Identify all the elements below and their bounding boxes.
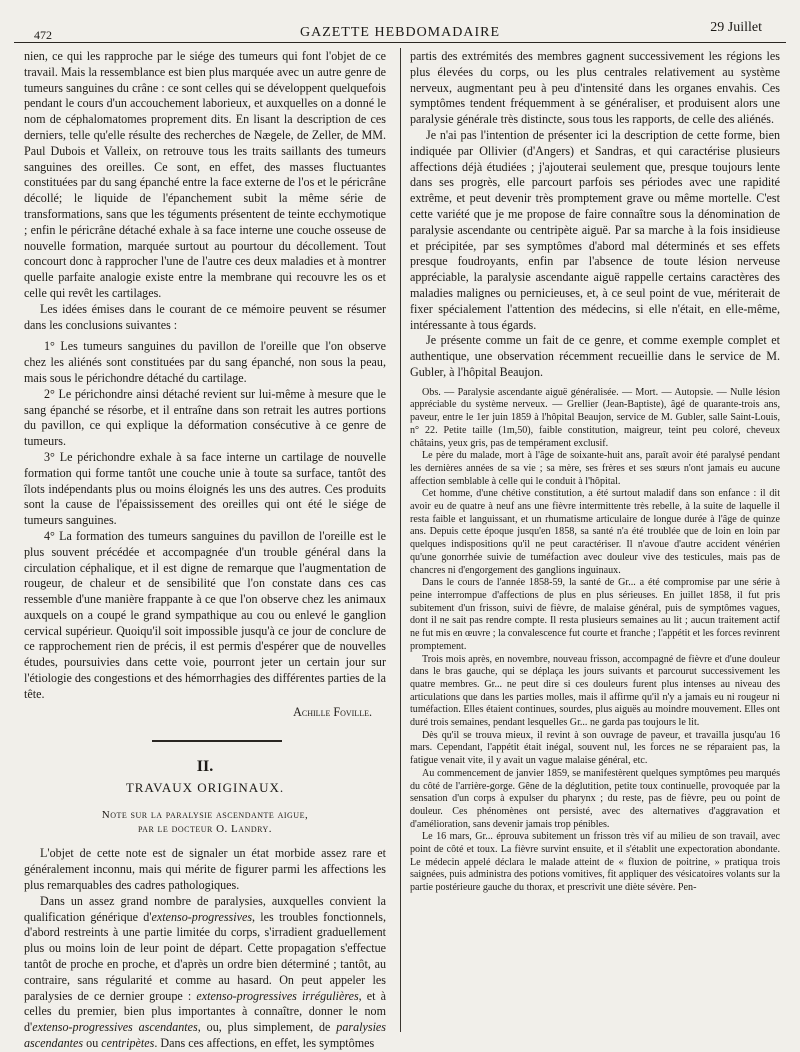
observation-paragraph: Trois mois après, en novembre, nouveau frisson, accompagné de fièvre et d'une douleur dans le bras gauche, qui se déplaça les jours suivants et parcourut successivement les quatre membres. Gr... ne peut dire si ces douleurs furent plus intenses au niveau des articulations que dans les parties molles, mais il affirme qu'il n'y a jamais eu ni rougeur ni tuméfaction. Elles étaient continues, sourdes, plus aiguës au moindre mouvement. Elles ont duré trois semaines, pendant lesquelles Gr... ne garda pas toujours le lit. xyxy=(410,653,780,729)
paragraph: Dans un assez grand nombre de paralysies, auxquelles convient la qualification générique d'extenso-progressives, les troubles fonctionnels, d'abord restreints à une partie limitée du corps, s'irradient graduellement plus ou moins loin de leur point de départ. Cette propagation s'effectue tantôt de proche en proche, et d'après un ordre bien déterminé ; tantôt, au contraire, sans régularité et comme au hasard. On peut appeler les paralysies de ce dernier groupe : extenso-progressives irrégulières, et à celles du premier, bien plus importantes à connaître, donner le nom d'extenso-progressives ascendantes, ou, plus simplement, de paralysies ascendantes ou centripètes. Dans ces affections, en effet, les symptômes xyxy=(24,893,386,1051)
note-heading xyxy=(24,808,386,836)
paragraph: Je n'ai pas l'intention de présenter ici la description de cette forme, bien indiquée par Ollivier (d'Angers) et Sandras, et qui caractérise plusieurs affections déjà étudiées ; j'ajouterai seulement que, presque toujours lente dans ses progrès, elle parcourt parfois ses périodes avec une rapidité extrême, et peut devenir très promptement grave ou même mortelle. C'est cette variété que je me propose de faire connaître sous la dénomination de paralysie ascendante ou centripète aiguë. Par sa marche à la fois insidieuse et précipitée, par ses symptômes d'abord mal déterminés et ses effets presque foudroyants, enfin par l'absence de toute lésion nerveuse appréciable, la paralysie ascendante aiguë rappelle certains caractères des maladies malignes ou pernicieuses, et, à ce seul point de vue, mériterait de fixer spécialement l'attention des médecins, si elle n'était, en elle-même, intéressante à tous égards. xyxy=(410,127,780,332)
note-title: Note sur la paralysie ascendante aigue, xyxy=(101,809,309,822)
conclusion-item: 2° Le périchondre ainsi détaché revient sur lui-même à mesure que le sang épanché se résorbe, et il entraîne dans son retrait les autres portions du pavillon, ce qui explique la déformation consécutive à ce genre de tumeurs. xyxy=(24,386,386,449)
observation-paragraph: Dès qu'il se trouva mieux, il revint à son ouvrage de paveur, et travailla jusqu'au 16 mars. Cependant, l'appétit était inégal, souvent nul, les forces ne se réparaient pas, la fatigue venait vite, il y avait un vague malaise général, etc. xyxy=(410,729,780,767)
paragraph: partis des extrémités des membres gagnent successivement les régions les plus élevées du corps, ou les plus centrales relativement au système nerveux, augmentant peu à peu d'intensité dans les organes envahis. Ces symptômes tendent fréquemment à se généraliser, et produisent alors une paralysie générale très distincte, sous tous les rapports, de celle des aliénés. xyxy=(410,49,780,127)
separator-rule xyxy=(152,740,282,742)
right-column xyxy=(410,49,780,895)
conclusion-item: 1° Les tumeurs sanguines du pavillon de l'oreille que l'on observe chez les aliénés sont constituées par du sang épanché, non sous la peau, mais sous le périchondre détaché du cartilage. xyxy=(24,339,386,385)
issue-date: 29 Juillet xyxy=(710,20,762,35)
observation-paragraph: Dans le cours de l'année 1858-59, la santé de Gr... a été compromise par une série à peine interrompue d'affections de plus en plus sérieuses. En juillet 1858, il fut pris subitement d'un frisson, suivi de fièvre, de malaise général, puis de symptômes vagues, dont il ne sait pas rendre compte. Il resta plusieurs semaines au lit ; aucun traitement actif ne fut mis en œuvre ; la convalescence fut courte et franche ; l'appétit et les forces revinrent promptement. xyxy=(410,577,780,652)
author-signature: Achille Foville. xyxy=(293,704,372,719)
note-author: par le docteur O. Landry. xyxy=(137,823,273,836)
section-separator xyxy=(24,734,386,748)
journal-title: GAZETTE HEBDOMADAIRE xyxy=(299,25,501,40)
conclusion-item: 3° Le périchondre exhale à sa face interne un cartilage de nouvelle formation qui forme tantôt une couche unie à toute sa surface, tantôt des îlots indépendants plus ou moins éloignés les uns des autres. Ces produits sont la cause de l'épaississement des oreilles qui ont été le siége de tumeurs sanguines. xyxy=(24,449,386,528)
page-number: 472 xyxy=(34,28,52,42)
observation-paragraph: Au commencement de janvier 1859, se manifestèrent quelques symptômes peu marqués du côté de l'arrière-gorge. Gêne de la déglutition, petite toux continuelle, provoquée par la sensation d'un corps à expulser du pharynx ; du reste, pas de fièvre, peu ou point de douleur. Ces phénomènes ont persisté, avec des alternatives d'aggravation et d'amélioration, sans devenir jamais trop pénibles. xyxy=(410,767,780,830)
section-number: II. xyxy=(196,758,214,776)
paragraph: nien, ce qui les rapproche par le siége des tumeurs qui font l'objet de ce travail. Mais la ressemblance est bien plus marquée avec un autre genre de tumeurs sanguines du crâne : ce sont celles qui se développent quelquefois pendant le cours d'un accouchement laborieux, et auxquelles on a donné le nom de céphalomatomes proprement dits. En lisant la description de ces derniers, telle qu'elle résulte des recherches de Nægele, de Zeller, de MM. Paul Dubois et Valleix, on retrouve tous les traits saillants des tumeurs sanguines des oreilles. Ce sont, en effet, des masses fluctuantes constituées par du sang épanché entre la face externe de l'os et le péricrâne décollé; le liquide de l'épanchement subit la même série de transformations, sans que les téguments présentent de teinte ecchymotique ; enfin le péricrâne détaché exhale à sa face interne une couche osseuse de nouvelle formation, marquée surtout au pourtour du décollement. Tout concourt donc à rapprocher l'une de l'autre ces deux maladies et à montrer quelle parfaite analogie existe entre la membrane qui recouvre les os et celle qui revêt les cartilages. xyxy=(24,49,386,300)
paragraph: L'objet de cette note est de signaler un état morbide assez rare et généralement inconnu, mais qui mérite de figurer parmi les affections les plus remarquables des cadres pathologiques. xyxy=(24,846,386,893)
left-column xyxy=(24,49,386,1052)
page-header xyxy=(14,16,786,43)
paragraph: Les idées émises dans le courant de ce mémoire peuvent se résumer dans les conclusions suivantes : xyxy=(24,301,386,332)
section-title: TRAVAUX ORIGINAUX. xyxy=(125,780,285,796)
observation-paragraph: Cet homme, d'une chétive constitution, a été surtout maladif dans son enfance : il dit avoir eu de quatre à neuf ans une fièvre intermittente très rebelle, à la suite de laquelle il resta faible et languissant, et un rhumatisme articulaire de longue durée à l'âge de quinze ans. Depuis cette époque jusqu'en 1858, sa santé n'a été troublée que de loin en loin par quelques indispositions qu'il ne peut caractériser. Il n'avoue d'autre accident vénérien qu'une gonorrhée suivie de tuméfaction avec douleur vive des testicules, mais pas de chancres ni d'engorgement des ganglions inguinaux. xyxy=(410,488,780,576)
observation-heading: Obs. — Paralysie ascendante aiguë généralisée. — Mort. — Autopsie. — Nulle lésion appréciable du système nerveux. — Grellier (Jean-Baptiste), âgé de quarante-trois ans, paveur, entre le 1er juin 1859 à l'hôpital Beaujon, service de M. Gubler, salle Saint-Louis, n° 22. Petite taille (1m,50), faible constitution, maigreur, teint peu coloré, cheveux châtains, yeux gris, pas de tempérament exclusif. xyxy=(410,386,780,449)
conclusion-item: 4° La formation des tumeurs sanguines du pavillon de l'oreille est le plus souvent précédée et accompagnée d'un trouble général dans la circulation céphalique, et il est digne de remarque que l'augmentation de rougeur, de chaleur et de sensibilité que l'on constate dans ces cas ressemble d'une manière frappante à ce que l'on observe chez les animaux auxquels on a coupé le grand sympathique au cou ou enlevé le ganglion cervical supérieur. Quoiqu'il soit impossible jusqu'à ce jour de conclure de ce rapprochement rien de précis, il est permis d'espérer que de nouvelles études, poursuivies dans cette voie, pourront jeter un certain jour sur l'étiologie des congestions et des hémorrhagies des différentes parties de la tête. xyxy=(24,528,386,701)
column-divider xyxy=(400,48,401,1032)
paragraph: Je présente comme un fait de ce genre, et comme exemple complet et authentique, une observation récemment recueillie dans le service de M. Gubler, à l'hôpital Beaujon. xyxy=(410,333,780,379)
observation-paragraph: Le père du malade, mort à l'âge de soixante-huit ans, paraît avoir été paralysé pendant les dernières années de sa vie ; sa mère, ses frères et ses sœurs n'ont jamais eu aucune affection semblable à celle qui le conduit à l'hôpital. xyxy=(410,450,780,487)
observation-paragraph: Le 16 mars, Gr... éprouva subitement un frisson très vif au milieu de son travail, avec point de côté et toux. La fièvre survint ensuite, et il s'établit une expectoration abondante. Le médecin appelé déclara le malade atteint de « fluxion de poitrine, » pratiqua trois saignées, puis administra des potions vomitives, fit appliquer des vésicatoires volants sur la partie postérieure gauche du thorax, et prescrivit une diète sévère. Pen- xyxy=(410,831,780,894)
